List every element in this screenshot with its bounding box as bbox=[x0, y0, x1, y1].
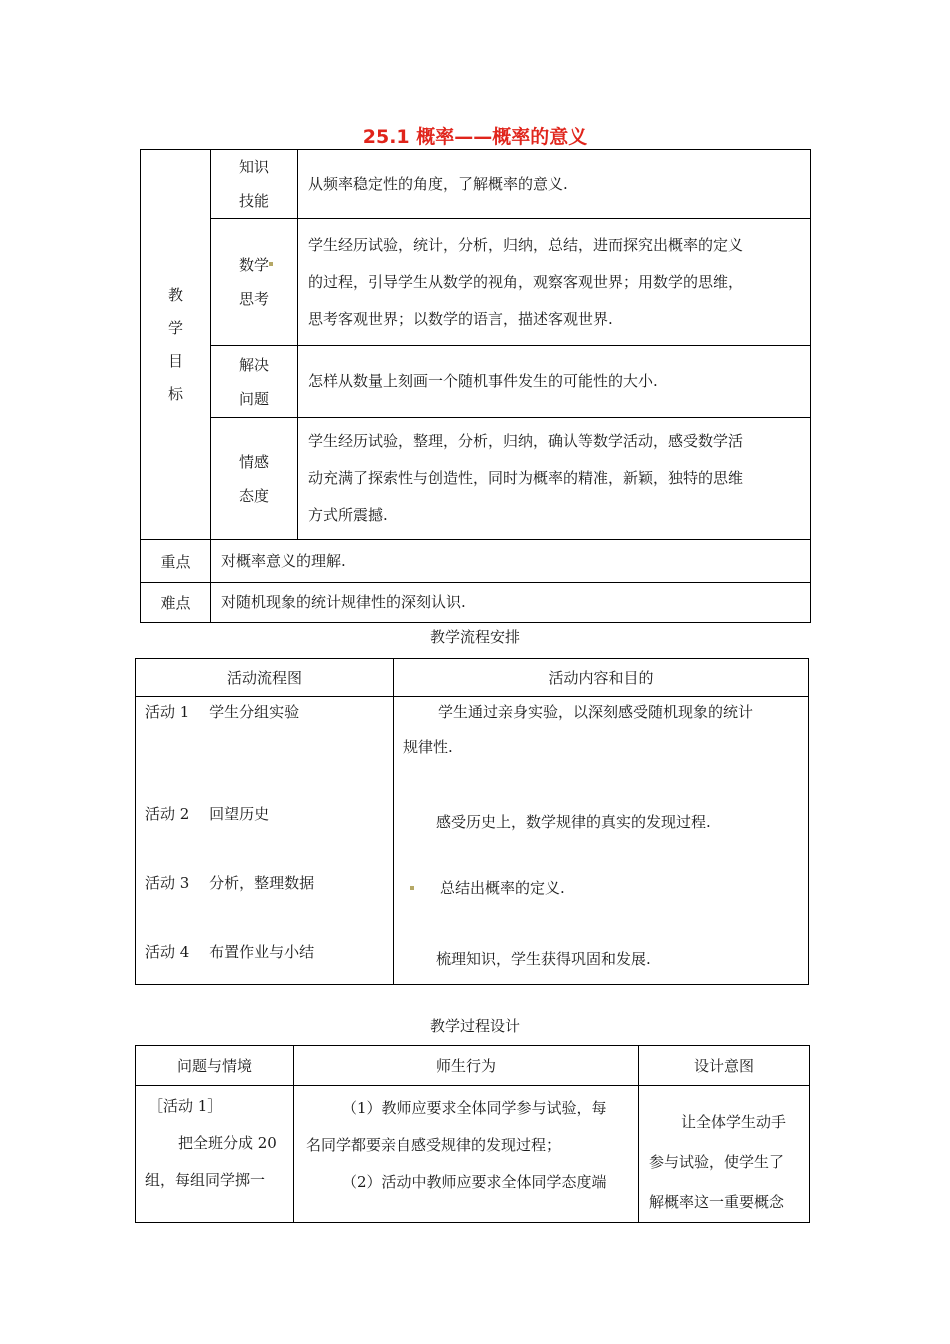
flow-purpose-line: 规律性. bbox=[403, 738, 453, 756]
process-action-line: （1）教师应要求全体同学参与试验，每 bbox=[342, 1099, 607, 1117]
goal-content-line: 思考客观世界；以数学的语言，描述客观世界. bbox=[308, 309, 613, 328]
goal-content-line: 方式所震撼. bbox=[308, 506, 388, 524]
process-intent-line: 解概率这一重要概念 bbox=[649, 1193, 785, 1211]
process-situation-line: 组，每组同学掷一 bbox=[145, 1171, 266, 1189]
goal-label-line: 思考 bbox=[238, 290, 269, 308]
process-col-header-situation: 问题与情境 bbox=[136, 1046, 294, 1086]
goal-content-line: 学生经历试验，统计，分析，归纳，总结，进而探究出概率的定义 bbox=[308, 235, 744, 254]
process-action-line: （2）活动中教师应要求全体同学态度端 bbox=[342, 1173, 607, 1191]
flow-purpose-line: 梳理知识，学生获得巩固和发展. bbox=[436, 950, 651, 968]
difficult-point-label: 难点 bbox=[141, 583, 211, 623]
page-title: 25.1 概率——概率的意义 bbox=[362, 126, 588, 148]
goal-label-line: 解决 bbox=[238, 355, 269, 374]
goal-content-line: 怎样从数量上刻画一个随机事件发生的可能性的大小. bbox=[308, 372, 658, 390]
flow-col-header-chart: 活动流程图 bbox=[136, 659, 394, 697]
goal-content-problem bbox=[298, 346, 811, 418]
flow-purpose-line: 总结出概率的定义. bbox=[440, 879, 565, 897]
flow-purposes-cell bbox=[394, 697, 809, 985]
key-point-text: 对概率意义的理解. bbox=[211, 540, 811, 583]
goal-label-knowledge bbox=[211, 150, 298, 219]
goals-category-char: 学 bbox=[167, 318, 183, 337]
goals-category-char: 目 bbox=[167, 351, 183, 370]
process-intent-line: 让全体学生动手 bbox=[681, 1113, 787, 1131]
process-action-line: 名同学都要亲自感受规律的发现过程； bbox=[306, 1136, 562, 1154]
goals-category-char: 教 bbox=[167, 285, 183, 304]
goal-label-line: 知识 bbox=[238, 158, 269, 176]
goal-label-line: 技能 bbox=[238, 192, 269, 210]
goal-content-line: 学生经历试验，整理，分析，归纳，确认等数学活动，感受数学活 bbox=[308, 432, 744, 450]
flow-col-header-purpose: 活动内容和目的 bbox=[394, 659, 809, 697]
goal-label-line: 情感 bbox=[238, 452, 269, 471]
flow-activity: 活动 2 回望历史 bbox=[145, 805, 270, 823]
goal-label-thinking bbox=[211, 219, 298, 346]
flow-purpose-line: 学生通过亲身实验，以深刻感受随机现象的统计 bbox=[438, 703, 754, 721]
goal-label-line: 数学 bbox=[238, 256, 269, 274]
goal-label-line: 态度 bbox=[238, 486, 269, 505]
goal-content-thinking bbox=[298, 219, 811, 346]
goal-content-knowledge bbox=[298, 150, 811, 219]
flow-activities-cell bbox=[136, 697, 394, 985]
goal-label-attitude bbox=[211, 418, 298, 540]
flow-purpose-line: 感受历史上，数学规律的真实的发现过程. bbox=[436, 813, 711, 831]
goals-category-cell bbox=[141, 150, 211, 540]
goal-label-line: 问题 bbox=[238, 389, 269, 408]
process-intent-line: 参与试验，使学生了 bbox=[649, 1153, 785, 1171]
goal-content-attitude bbox=[298, 418, 811, 540]
process-col-header-actions: 师生行为 bbox=[294, 1046, 639, 1086]
flow-heading: 教学流程安排 bbox=[429, 628, 520, 646]
process-situation-line: ［活动 1］ bbox=[148, 1097, 223, 1115]
process-intent-cell bbox=[639, 1086, 810, 1223]
process-situation-cell bbox=[136, 1086, 294, 1223]
process-table bbox=[135, 1045, 810, 1223]
goal-content-line: 的过程，引导学生从数学的视角，观察客观世界；用数学的思维， bbox=[308, 272, 744, 291]
marker-dot bbox=[410, 886, 414, 890]
goals-category-char: 标 bbox=[167, 384, 183, 403]
process-actions-cell bbox=[294, 1086, 639, 1223]
flow-activity: 活动 1 学生分组实验 bbox=[145, 703, 300, 721]
difficult-point-text: 对随机现象的统计规律性的深刻认识. bbox=[211, 583, 811, 623]
process-situation-line: 把全班分成 20 bbox=[178, 1134, 277, 1152]
key-point-label: 重点 bbox=[141, 540, 211, 583]
flow-table bbox=[135, 658, 809, 985]
goals-table bbox=[140, 149, 811, 623]
flow-activity: 活动 4 布置作业与小结 bbox=[145, 943, 315, 961]
goal-content-line: 动充满了探索性与创造性，同时为概率的精准，新颖，独特的思维 bbox=[308, 469, 744, 487]
process-col-header-intent: 设计意图 bbox=[639, 1046, 810, 1086]
process-heading: 教学过程设计 bbox=[429, 1017, 520, 1035]
marker-dot bbox=[269, 262, 273, 266]
flow-activity: 活动 3 分析，整理数据 bbox=[145, 874, 315, 892]
goal-content-line: 从频率稳定性的角度，了解概率的意义. bbox=[308, 174, 568, 193]
goal-label-problem bbox=[211, 346, 298, 418]
